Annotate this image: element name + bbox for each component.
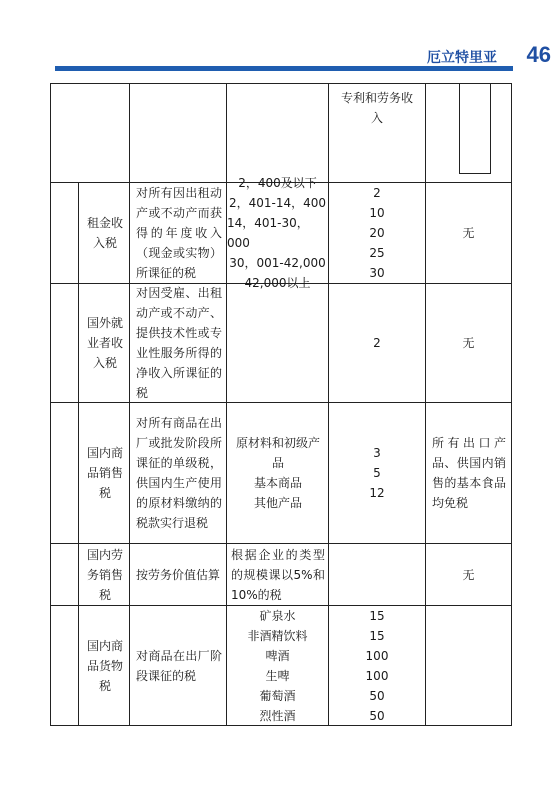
row4-tax-name bbox=[82, 544, 128, 605]
bracket-line: 2，400及以下 bbox=[238, 176, 317, 190]
bracket-line: 葡萄酒 bbox=[259, 688, 296, 703]
rate-line: 25 bbox=[369, 246, 385, 260]
row3-tax-name bbox=[82, 403, 128, 543]
row3-basis bbox=[135, 403, 223, 543]
tax-name: 国内商品货物税 bbox=[86, 638, 123, 693]
bracket-line: 30，001-42,000 bbox=[229, 256, 326, 270]
rate-line: 入 bbox=[370, 111, 383, 125]
rate-line: 100 bbox=[365, 668, 389, 683]
row3-rates bbox=[329, 403, 425, 543]
tax-basis: 对因受雇、出租动产或不动产、提供技术性或专业性服务所得的净收入所课征的税 bbox=[136, 286, 222, 400]
bracket-line: 其他产品 bbox=[253, 496, 302, 510]
row5-brackets bbox=[227, 606, 328, 725]
row3-exemption bbox=[431, 403, 507, 543]
row5-tax-name bbox=[82, 606, 128, 725]
bracket-line: 基本商品 bbox=[253, 476, 302, 490]
row4-brackets bbox=[231, 544, 325, 605]
tax-name: 国内商品销售税 bbox=[86, 446, 123, 500]
rate-line: 100 bbox=[365, 648, 389, 663]
rate-line: 专利和劳务收 bbox=[340, 91, 413, 105]
row0-rate bbox=[329, 88, 425, 128]
rate-line: 30 bbox=[369, 266, 385, 280]
bracket-line: 啤酒 bbox=[265, 648, 290, 663]
row2-basis bbox=[135, 284, 223, 402]
rate-line: 2 bbox=[373, 186, 381, 200]
tax-basis: 对所有商品在出厂或批发阶段所课征的单级税，供国内生产使用的原材料缴纳的税款实行退税 bbox=[136, 416, 222, 530]
tax-basis: 对所有因出租动产或不动产而获得的年度收入（现金或实物）所课征的税 bbox=[136, 186, 222, 280]
exemption-text: 无 bbox=[462, 226, 475, 240]
bracket-line: 14，401-30，000 bbox=[227, 216, 309, 250]
rate-line: 5 bbox=[373, 466, 381, 480]
bracket-line: 烈性酒 bbox=[259, 708, 296, 723]
bracket-line: 42,000以上 bbox=[244, 276, 311, 290]
tax-basis: 按劳务价值估算 bbox=[136, 567, 221, 582]
tax-basis: 对商品在出厂阶段课征的税 bbox=[136, 648, 222, 683]
rate-line: 15 bbox=[369, 608, 385, 623]
bracket-line: 2，401-14，400 bbox=[228, 196, 327, 210]
tax-name: 租金收入税 bbox=[86, 216, 123, 250]
rate-line: 50 bbox=[369, 688, 385, 703]
row1-exemption bbox=[426, 183, 511, 283]
bracket-line: 非酒精饮料 bbox=[247, 628, 308, 643]
page-number: 46 bbox=[526, 42, 551, 67]
rate-line: 15 bbox=[369, 628, 385, 643]
tax-name: 国外就业者收入税 bbox=[86, 316, 123, 370]
header-title: 厄立特里亚 bbox=[427, 50, 497, 66]
row1-rates bbox=[329, 183, 425, 283]
row1-basis bbox=[135, 183, 223, 283]
rate-line: 2 bbox=[373, 336, 381, 350]
row2-tax-name bbox=[82, 284, 128, 402]
exemption-text: 无 bbox=[462, 567, 475, 582]
rate-line: 10 bbox=[369, 206, 385, 220]
row1-tax-name bbox=[82, 183, 128, 283]
rate-line: 12 bbox=[369, 486, 385, 500]
row3-brackets bbox=[230, 403, 326, 543]
rate-line: 3 bbox=[373, 446, 381, 460]
exemption-text: 所有出口产品、供国内销售的基本食品均免税 bbox=[432, 436, 506, 510]
row5-rates bbox=[329, 606, 425, 725]
rate-line: 20 bbox=[369, 226, 385, 240]
bracket-line: 原材料和初级产品 bbox=[235, 436, 320, 470]
tax-name: 国内劳务销售税 bbox=[86, 547, 123, 602]
row4-basis bbox=[135, 544, 223, 605]
row5-basis bbox=[135, 606, 223, 725]
bracket-line: 矿泉水 bbox=[259, 608, 296, 623]
row2-rates bbox=[329, 284, 425, 402]
row4-exemption bbox=[426, 544, 511, 605]
exemption-text: 无 bbox=[462, 336, 475, 350]
row1-brackets bbox=[227, 176, 328, 290]
bracket-line: 根据企业的类型的规模课以5%和10%的税 bbox=[231, 547, 325, 602]
bracket-line: 生啤 bbox=[265, 668, 290, 683]
row2-exemption bbox=[426, 284, 511, 402]
rate-line: 50 bbox=[369, 708, 385, 723]
